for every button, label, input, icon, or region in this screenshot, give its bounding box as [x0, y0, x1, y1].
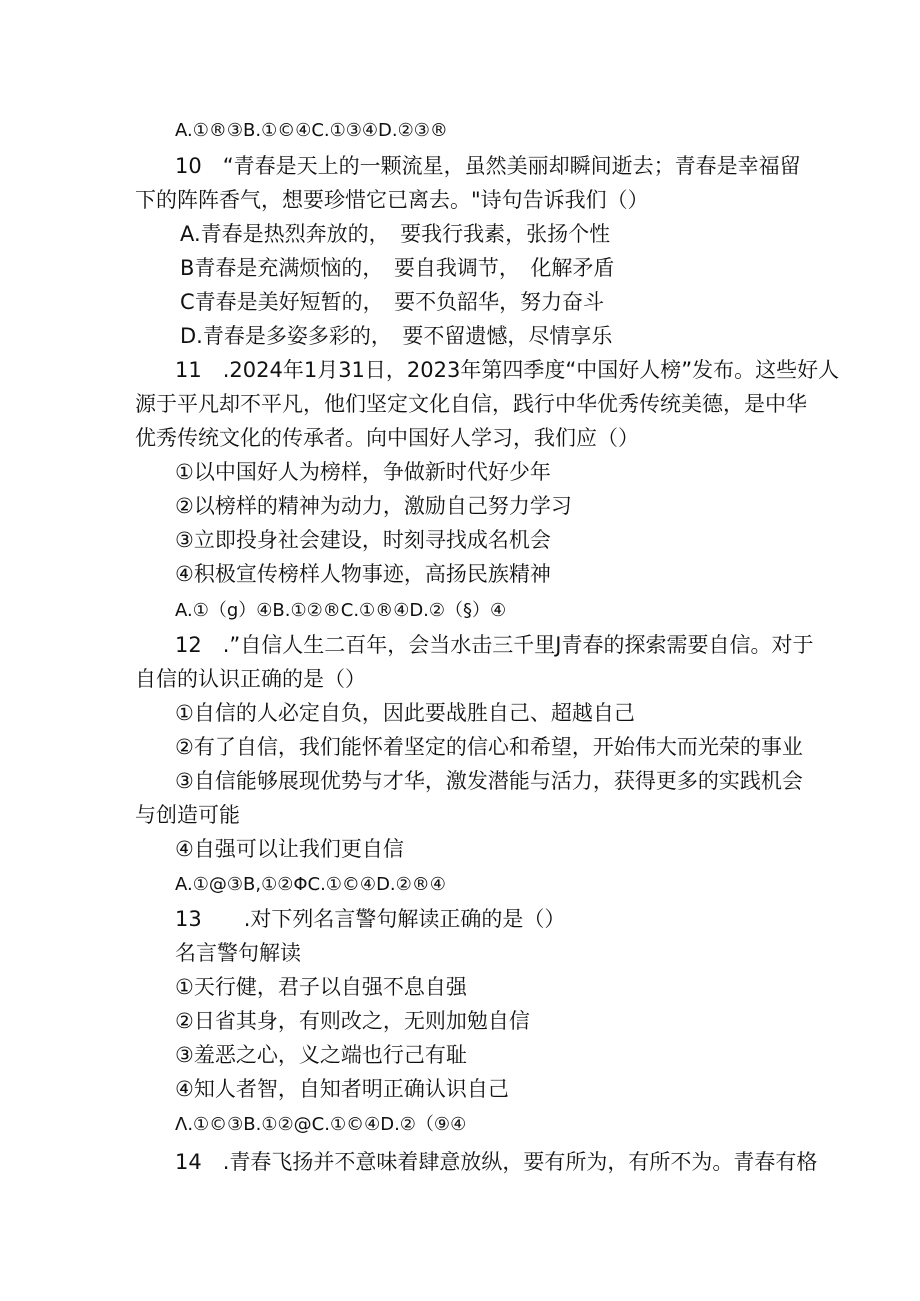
q12-item-1: ①自信的人必定自负，因此要战胜自己、超越自己	[175, 701, 635, 725]
q13-stem: 13 .对下列名言警句解读正确的是（）	[175, 907, 566, 931]
q12-item-3-line2: 与创造可能	[135, 803, 240, 827]
q9-options: A.①®③B.①©④C.①③④D.②③®	[175, 120, 448, 141]
q12-stem-line1: 12 .”自信人生二百年，会当水击三千里J青春的探索需要自信。对于	[175, 633, 814, 657]
q13-item-3: ③羞恶之心，义之端也行己有耻	[175, 1043, 467, 1067]
q13-table-header: 名言警句解读	[175, 941, 301, 965]
q12-stem-line2: 自信的认识正确的是（）	[135, 667, 366, 691]
q12-item-2: ②有了自信，我们能怀着坚定的信心和希望，开始伟大而光荣的事业	[175, 735, 803, 759]
q11-stem-line1: 11 .2024年1月31日，2023年第四季度“中国好人榜”发布。这些好人	[175, 358, 840, 382]
q10-stem-line2: 下的阵阵香气，想要珍惜它已离去。"诗句告诉我们（）	[135, 188, 649, 212]
q13-item-1: ①天行健，君子以自强不息自强	[175, 975, 467, 999]
q12-item-3-line1: ③自信能够展现优势与才华，激发潜能与活力，获得更多的实践机会	[175, 769, 803, 793]
q11-item-1: ①以中国好人为榜样，争做新时代好少年	[175, 460, 551, 484]
q10-option-c: C青春是美好短暂的， 要不负韶华，努力奋斗	[180, 290, 605, 314]
q11-options: A.①（g）④B.①②®C.①®④D.②（§）④	[175, 600, 507, 621]
q11-stem-line3: 优秀传统文化的传承者。向中国好人学习，我们应（）	[135, 426, 639, 450]
q12-options: A.①@③B,①②ΦC.①©④D.②®④	[175, 874, 446, 895]
q13-options: Λ.①©③B.①②@C.①©④D.②（⑨④	[175, 1114, 467, 1135]
q13-item-2: ②日省其身，有则改之，无则加勉自信	[175, 1009, 530, 1033]
q10-option-b: B青春是充满烦恼的， 要自我调节， 化解矛盾	[180, 256, 615, 280]
q10-stem-line1: 10 “青春是天上的一颗流星，虽然美丽却瞬间逝去；青春是幸福留	[175, 154, 801, 178]
q12-item-4: ④自强可以让我们更自信	[175, 837, 404, 861]
q10-option-a: A.青春是热烈奔放的， 要我行我素，张扬个性	[180, 222, 611, 246]
q11-item-4: ④积极宣传榜样人物事迹，高扬民族精神	[175, 562, 551, 586]
q11-item-2: ②以榜样的精神为动力，激励自己努力学习	[175, 494, 572, 518]
q14-stem-line1: 14 .青春飞扬并不意味着肆意放纵，要有所为，有所不为。青春有格	[175, 1150, 818, 1174]
q10-option-d: D.青春是多姿多彩的， 要不留遗憾，尽情享乐	[180, 324, 613, 348]
q13-item-4: ④知人者智，自知者明正确认识自己	[175, 1077, 509, 1101]
q11-item-3: ③立即投身社会建设，时刻寻找成名机会	[175, 528, 551, 552]
q11-stem-line2: 源于平凡却不平凡，他们坚定文化自信，践行中华优秀传统美德，是中华	[135, 392, 807, 416]
